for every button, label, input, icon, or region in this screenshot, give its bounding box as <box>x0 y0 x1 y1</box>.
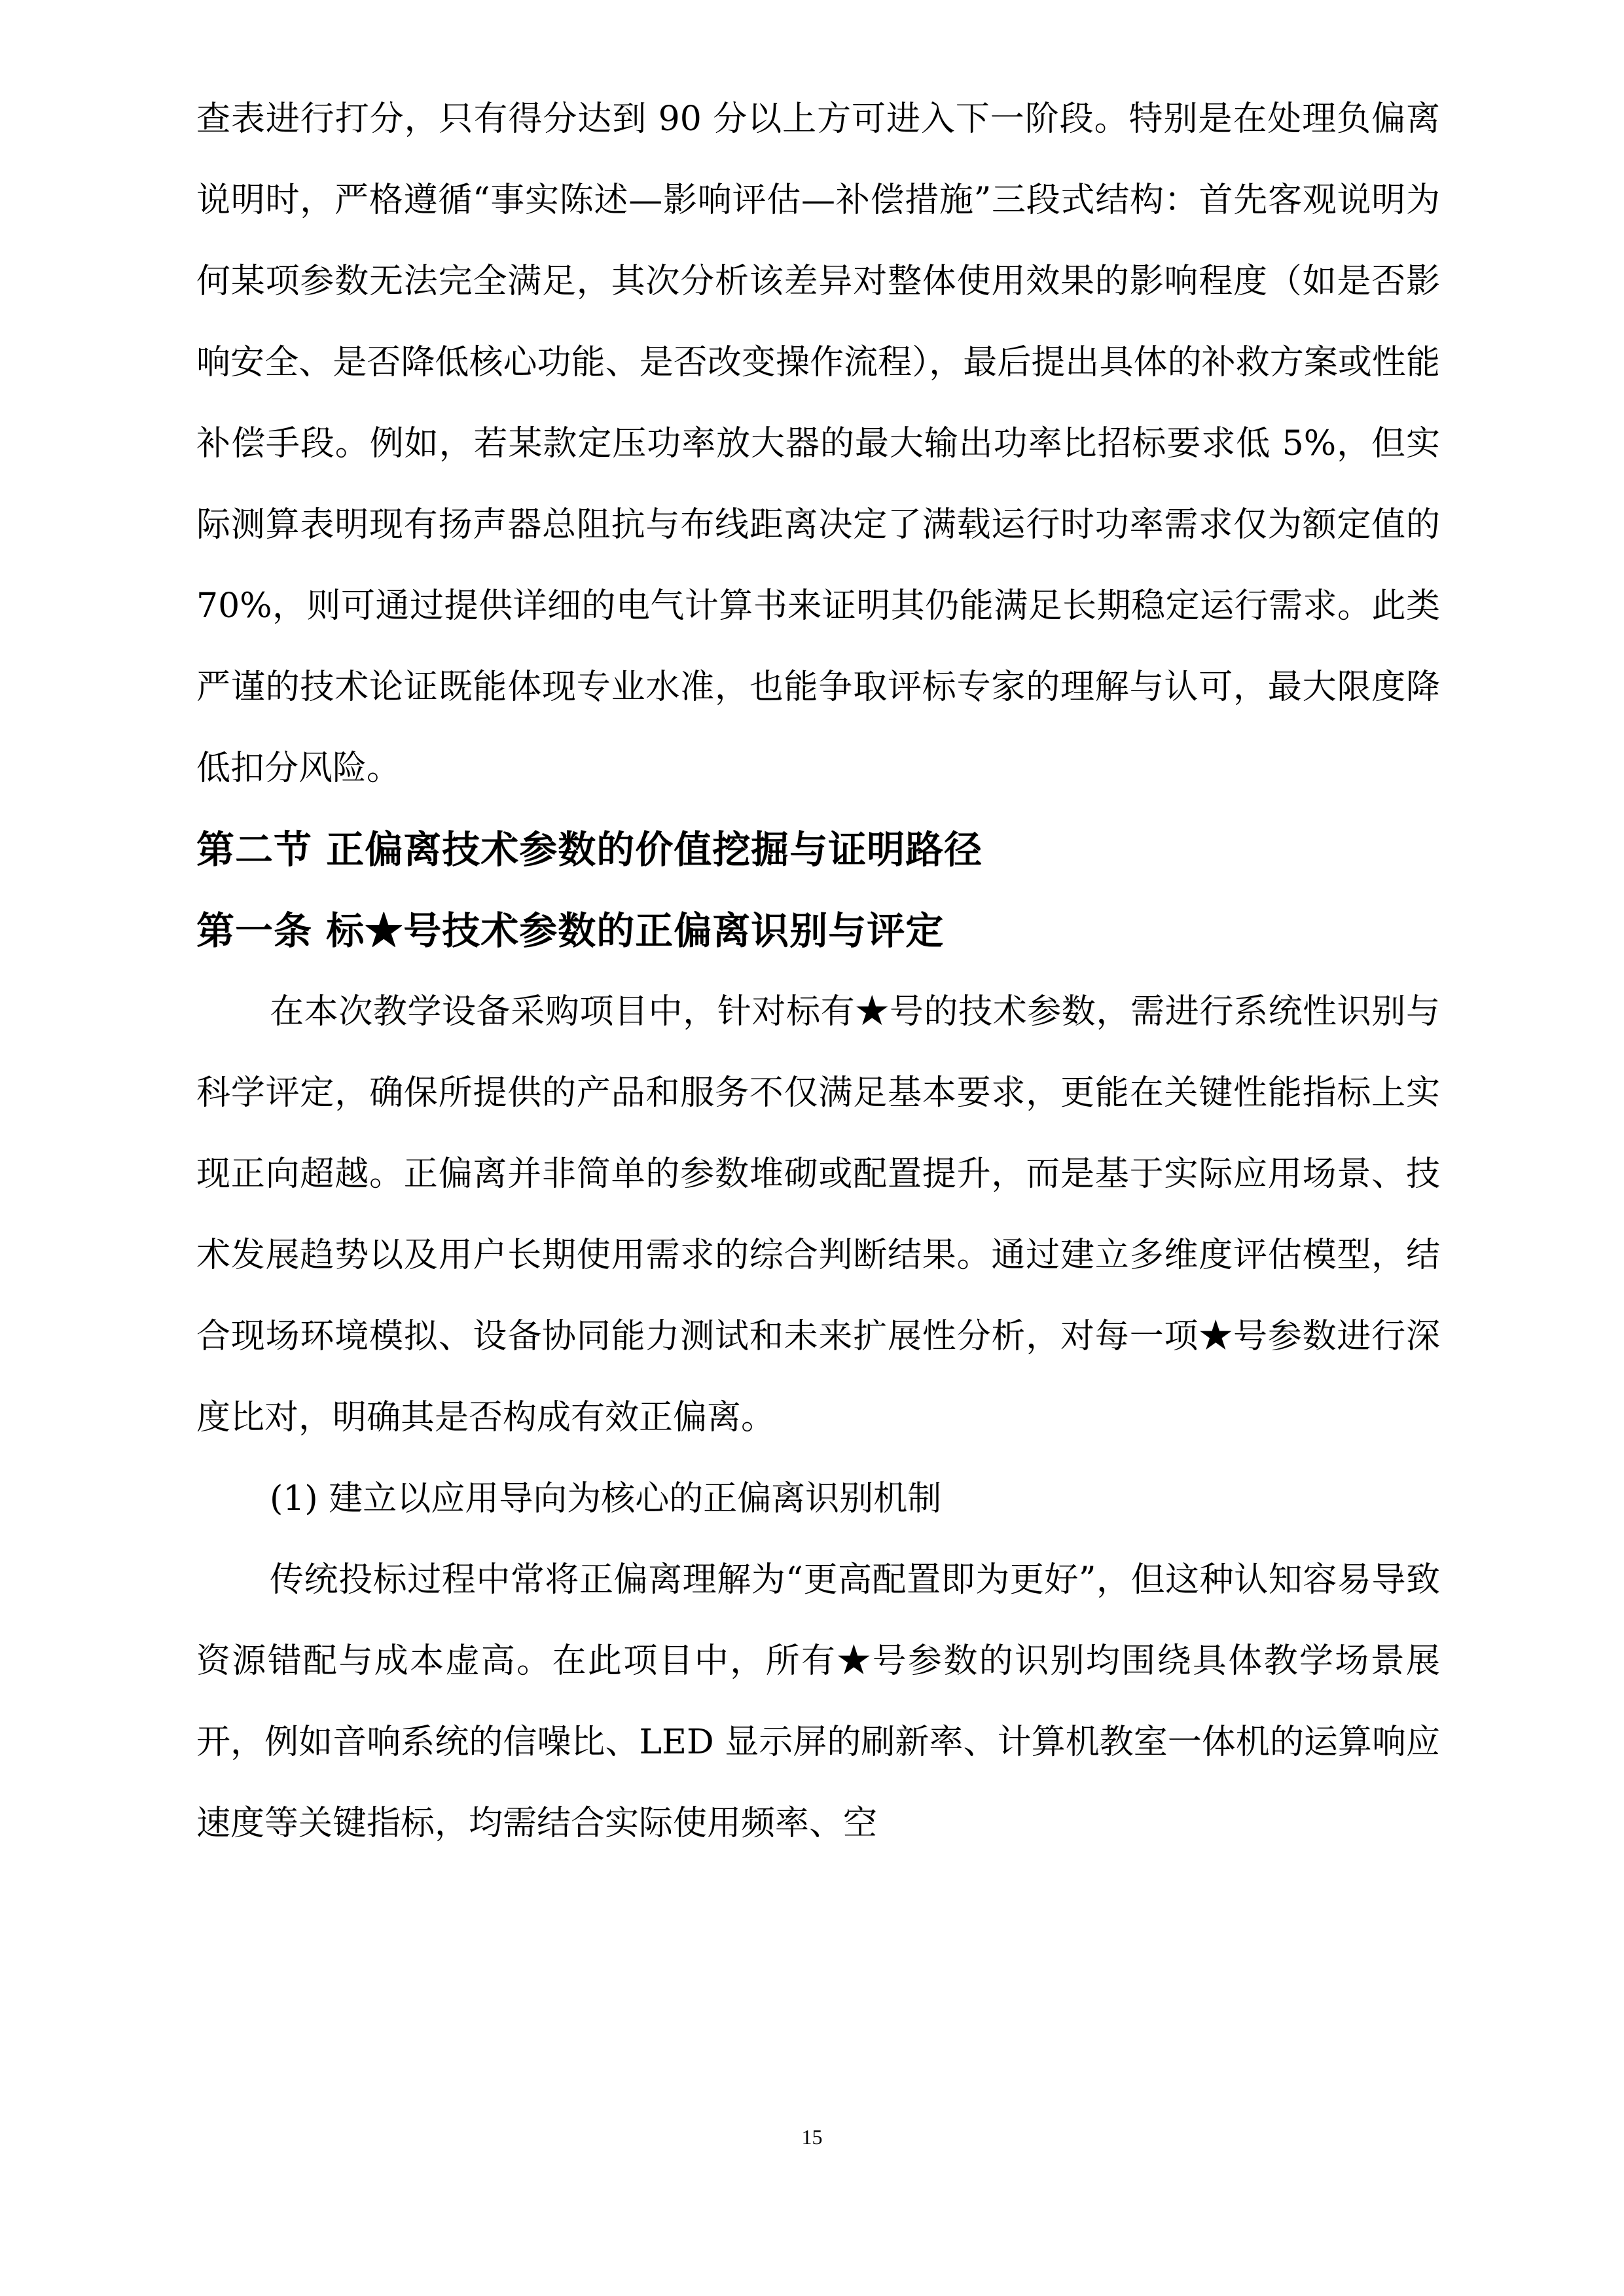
paragraph-continued: 查表进行打分，只有得分达到 90 分以上方可进入下一阶段。特别是在处理负偏离说明时，严格遵循“事实陈述—影响评估—补偿措施”三段式结构：首先客观说明为何某项参数无法完全满足，其次分析该差异对整体使用效果的影响程度（如是否影响安全、是否降低核心功能、是否改变操作流程），最后提出具体的补救方案或性能补偿手段。例如，若某款定压功率放大器的最大输出功率比招标要求低 5%，但实际测算表明现有扬声器总阻抗与布线距离决定了满载运行时功率需求仅为额定值的 70%，则可通过提供详细的电气计算书来证明其仍能满足长期稳定运行需求。此类严谨的技术论证既能体现专业水准，也能争取评标专家的理解与认可，最大限度降低扣分风险。 <box>196 99 1440 788</box>
paragraph-subheading: (1) 建立以应用导向为核心的正偏离识别机制 <box>270 1479 942 1518</box>
paragraph-body: 传统投标过程中常将正偏离理解为“更高配置即为更好”，但这种认知容易导致资源错配与成本虚高。在此项目中，所有★号参数的识别均围绕具体教学场景展开，例如音响系统的信噪比、LED 显示屏的刷新率、计算机教室一体机的运算响应速度等关键指标，均需结合实际使用频率、空 <box>196 1560 1440 1843</box>
paragraph-intro: 在本次教学设备采购项目中，针对标有★号的技术参数，需进行系统性识别与科学评定，确保所提供的产品和服务不仅满足基本要求，更能在关键性能指标上实现正向超越。正偏离并非简单的参数堆砌或配置提升，而是基于实际应用场景、技术发展趋势以及用户长期使用需求的综合判断结果。通过建立多维度评估模型，结合现场环境模拟、设备协同能力测试和未来扩展性分析，对每一项★号参数进行深度比对，明确其是否构成有效正偏离。 <box>196 992 1440 1437</box>
article-heading: 第一条 标★号技术参数的正偏离识别与评定 <box>196 908 945 953</box>
section-heading: 第二节 正偏离技术参数的价值挖掘与证明路径 <box>196 827 983 872</box>
document-page <box>196 79 1440 1864</box>
page-number: 15 <box>801 2125 823 2149</box>
